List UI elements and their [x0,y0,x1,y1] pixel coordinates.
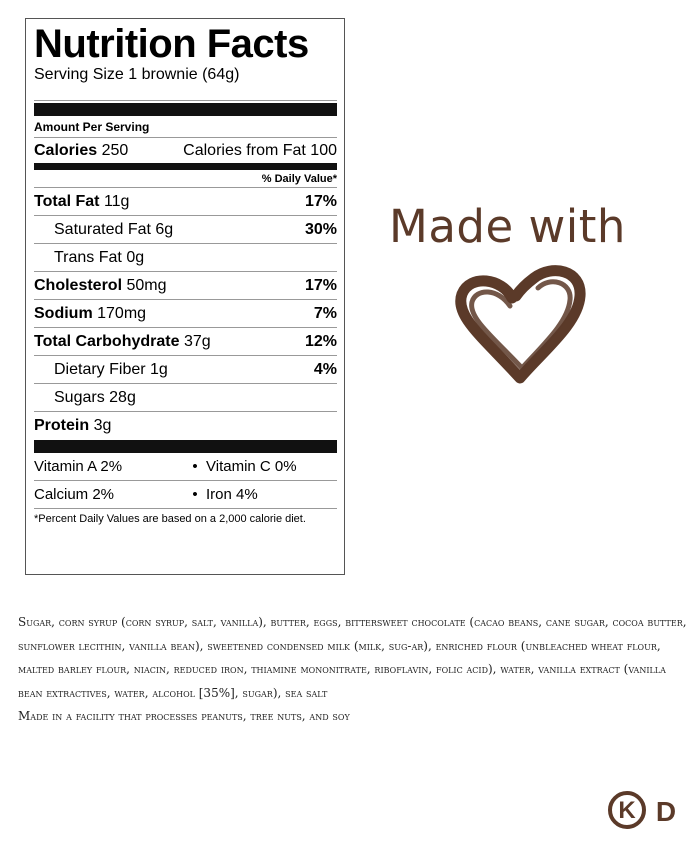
nutrient-row [34,188,337,216]
nutrient-label: Protein [34,417,90,434]
nutrient-daily-value: 17% [304,192,337,210]
nutrient-row [34,244,337,272]
allergen-note: Made in a facility that processes peanuts, tree nuts, and soy [18,709,350,723]
kosher-k-letter: K [618,797,636,824]
vitamin-row [34,481,337,509]
calories-value: 250 [101,142,129,159]
nutrient-label: Dietary Fiber [54,360,146,378]
nutrient-name [34,361,168,379]
kosher-dairy-icon [608,790,688,830]
nutrient-row [34,356,337,384]
nutrient-row [34,272,337,300]
nutrient-row [34,300,337,328]
nutrient-label: Sugars [54,388,105,406]
heart-icon [450,260,590,390]
calories-row [34,138,337,163]
nutrient-label: Trans Fat [54,248,122,266]
nutrient-name [34,417,111,435]
daily-value-footnote: *Percent Daily Values are based on a 2,000 calorie diet. [34,513,306,525]
nutrient-daily-value: 17% [304,276,337,294]
bullet-separator: • [192,486,198,503]
nutrient-label: Total Carbohydrate [34,332,180,350]
nutrient-name [34,193,129,211]
nutrient-amount: 37g [183,332,211,350]
nutrient-amount: 28g [109,388,136,406]
nutrient-amount: 0g [126,248,145,266]
divider-thick [34,103,337,116]
nutrient-name [34,389,136,407]
vitamin-right: Vitamin C 0% [206,458,297,475]
nutrient-amount: 3g [93,417,112,434]
ingredients-section [18,611,688,729]
nutrient-label: Sodium [34,304,93,322]
calories-from-fat: Calories from Fat 100 [183,142,337,159]
kosher-d-letter: D [655,796,677,827]
nutrient-row [34,216,337,244]
nutrient-name [34,305,146,323]
nutrient-amount: 1g [150,360,168,378]
nutrient-label: Saturated Fat [54,220,151,238]
bullet-separator: • [192,458,198,475]
nutrient-daily-value: 30% [304,220,337,238]
vitamin-left: Vitamin A 2% [34,458,123,475]
nutrient-name [34,277,167,295]
daily-value-header: % Daily Value* [34,170,337,188]
nutrient-amount: 170mg [97,304,147,322]
serving-size: Serving Size 1 brownie (64g) [34,66,240,83]
vitamin-right: Iron 4% [206,486,258,503]
vitamin-row [34,453,337,481]
nutrient-row [34,412,337,440]
nutrition-title: Nutrition Facts [34,22,309,66]
divider-medium [34,163,337,170]
nutrient-name [34,249,144,267]
nutrient-row [34,384,337,412]
servings-per-container-line [34,86,337,101]
nutrient-label: Total Fat [34,192,100,210]
calories [34,142,128,160]
calories-label: Calories [34,142,98,159]
vitamin-rows [34,453,337,509]
nutrient-amount: 6g [155,220,174,238]
nutrient-rows [34,188,337,440]
divider-thick-bottom [34,440,337,453]
nutrition-facts-label [25,18,345,575]
nutrient-row [34,328,337,356]
nutrient-name [34,333,211,351]
nutrient-name [34,221,173,239]
amount-per-serving: Amount Per Serving [34,116,337,138]
nutrient-daily-value: 4% [313,360,337,378]
nutrient-daily-value: 12% [304,332,337,350]
vitamin-left: Calcium 2% [34,486,115,503]
nutrient-daily-value: 7% [313,304,337,322]
made-with-text: Made with [389,200,626,253]
ingredients-text: Sugar, corn syrup (corn syrup, salt, vanilla), butter, eggs, bittersweet chocolate (cacao beans, cane sugar, cocoa butter, sunflower lecithin, vanilla bean), sweetened condensed milk (milk, sug-ar), enriched flour (unbleached wheat flour, malted barley flour, niacin, reduced iron, thiamine mononitrate, riboflavin, folic acid), water, vanilla extract (vanilla bean extractives, water, alcohol [35%], sugar), sea salt [18,615,687,700]
nutrient-amount: 11g [103,192,130,210]
nutrient-label: Cholesterol [34,276,123,294]
nutrient-amount: 50mg [126,276,167,294]
